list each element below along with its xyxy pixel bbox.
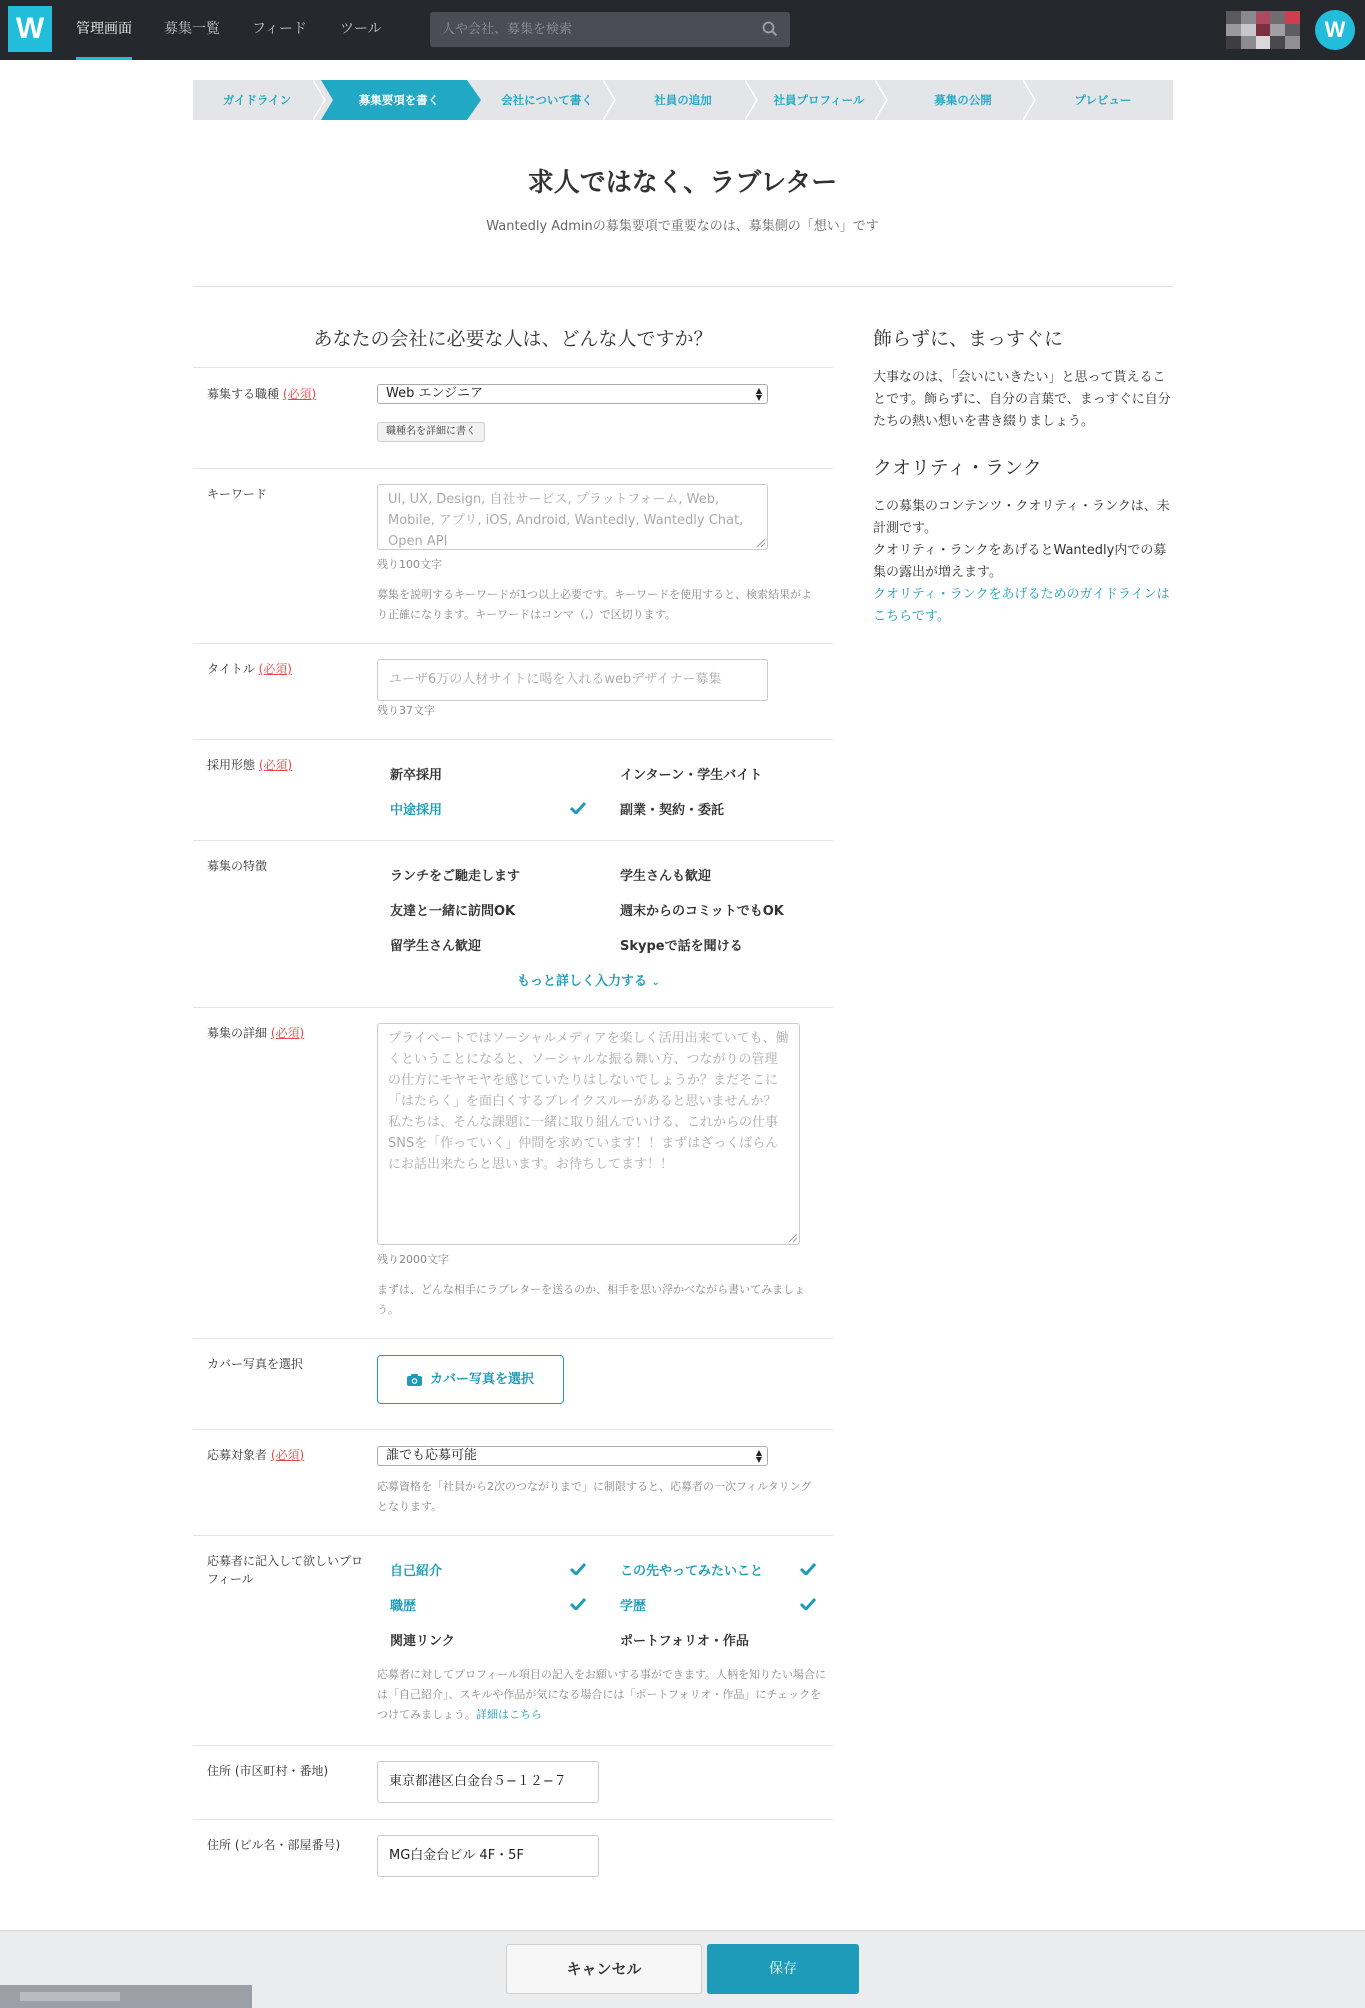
top-navbar [0,0,1365,60]
details-remaining: 残り2000文字 [377,1253,449,1266]
target-label: 応募対象者 (必須) [207,1448,305,1462]
feature-option[interactable]: 留学生さん歓迎 [390,939,482,954]
step-add-members[interactable]: 社員の追加 [654,93,712,107]
address2-input[interactable]: MG白金台ビル 4F・5F [377,1835,599,1877]
resize-handle-icon[interactable] [789,1234,797,1242]
sidebar-heading-1: 飾らずに、まっすぐに [873,328,1064,350]
address1-input[interactable]: 東京都港区白金台５−１２−７ [377,1761,599,1803]
save-button[interactable]: 保存 [707,1944,859,1994]
step-write-job[interactable]: 募集要項を書く [358,93,440,107]
check-icon [800,1563,816,1575]
chevron-down-icon: ⌄ [651,977,660,988]
feature-option[interactable]: 友達と一緒に訪問OK [390,904,516,919]
select-arrows-icon: ▲ ▼ [755,1448,762,1464]
details-hint: まずは、どんな相手にラブレターを送るのか、相手を思い浮かべながら書いてみましょう。 [377,1283,806,1316]
row-divider [193,367,833,368]
row-divider [193,643,833,644]
keywords-textarea[interactable]: UI, UX, Design, 自社サービス, プラットフォーム, Web, Mobile, アプリ, iOS, Android, Wantedly, Wantedly Chat, Open API [377,484,768,550]
step-preview[interactable]: プレビュー [1074,93,1132,107]
search-input[interactable] [430,12,750,47]
option-new-grad[interactable]: 新卒採用 [390,768,443,783]
nav-feed[interactable]: フィード [252,21,307,37]
profile-option-intro[interactable]: 自己紹介 [390,1564,443,1579]
row-divider [193,468,833,469]
profile-option-portfolio[interactable]: ポートフォリオ・作品 [620,1634,749,1649]
check-icon [570,1563,586,1575]
resize-handle-icon[interactable] [757,539,765,547]
profile-option-career[interactable]: 職歴 [390,1599,417,1614]
profile-option-links[interactable]: 関連リンク [390,1634,455,1649]
search-box [430,12,790,47]
step-company[interactable]: 会社について書く [501,93,593,107]
keywords-label: キーワード [207,487,268,501]
address2-label: 住所 (ビル名・部屋番号) [207,1838,341,1852]
row-divider [193,1007,833,1008]
employment-label: 採用形態 (必須) [207,758,293,772]
profile-hint: 応募者に対してプロフィール項目の記入をお願いする事ができます。人柄を知りたい場合には「自己紹介」、スキルや作品が気になる場合には「ポートフォリオ・作品」にチェックをつけてみましょう。詳細はこちら [377,1668,827,1721]
target-hint: 応募資格を「社員から2次のつながりまで」に制限すると、応募者の一次フィルタリングとなります。 [377,1480,812,1513]
quality-guideline-link[interactable]: クオリティ・ランクをあげるためのガイドラインはこちらです。 [873,587,1170,624]
select-arrows-icon: ▲ ▼ [755,386,762,402]
page-subtitle: Wantedly Adminの募集要項で重要なのは、募集側の「想い」です [486,219,879,234]
address1-label: 住所 (市区町村・番地) [207,1764,329,1778]
wantedly-logo[interactable]: W [8,6,52,52]
job-detail-button[interactable]: 職種名を詳細に書く [377,422,485,442]
row-divider [193,1429,833,1430]
row-divider [193,1745,833,1746]
user-avatar[interactable]: W [1315,10,1355,50]
profile-hint-link[interactable]: 詳細はこちら [476,1708,542,1721]
page-title: 求人ではなく、ラブレター [527,168,838,198]
profile-option-education[interactable]: 学歴 [620,1599,647,1614]
progress-steps [193,80,1173,120]
profile-option-future[interactable]: この先やってみたいこと [620,1564,764,1579]
check-icon [800,1598,816,1610]
search-icon[interactable] [762,21,778,37]
feature-option[interactable]: ランチをご馳走します [390,869,521,884]
sidebar-text-1: 大事なのは、「会いにいきたい」と思って貰えることです。飾らずに、自分の言葉で、まっすぐに自分たちの熱い想いを書き綴りましょう。 [873,370,1171,429]
row-divider [193,1535,833,1536]
cover-photo-button[interactable]: カバー写真を選択 [377,1355,564,1404]
status-bar [0,1985,252,2008]
status-bar-text [20,1992,120,2001]
sidebar-text-2: この募集のコンテンツ・クオリティ・ランクは、未計測です。 クオリティ・ランクをあげるとWantedly内での募集の露出が増えます。 クオリティ・ランクをあげるためのガイドラインはこちらです。 [873,499,1170,624]
keywords-remaining: 残り100文字 [377,558,442,571]
divider [193,286,1173,287]
nav-admin[interactable]: 管理画面 [76,0,132,60]
camera-icon [407,1374,422,1386]
feature-option[interactable]: Skypeで話を聞ける [620,939,743,954]
job-type-label: 募集する職種 (必須) [207,387,317,401]
row-divider [193,1338,833,1339]
option-intern[interactable]: インターン・学生バイト [620,768,763,783]
job-type-select[interactable]: Web エンジニア ▲ ▼ [377,384,768,404]
form-question: あなたの会社に必要な人は、どんな人ですか？ [313,328,713,350]
title-input[interactable]: ユーザ6万の人材サイトに喝を入れるwebデザイナー募集 [377,659,768,701]
title-label: タイトル (必須) [207,662,292,676]
option-side-job[interactable]: 副業・契約・委託 [620,803,725,818]
details-label: 募集の詳細 (必須) [207,1026,305,1040]
option-mid-career[interactable]: 中途採用 [390,803,443,818]
sidebar-heading-2: クオリティ・ランク [873,457,1042,479]
check-icon [570,1598,586,1610]
row-divider [193,1819,833,1820]
company-avatar[interactable] [1226,11,1300,49]
feature-option[interactable]: 週末からのコミットでもOK [620,904,784,919]
cover-label: カバー写真を選択 [207,1357,304,1371]
step-member-profile[interactable]: 社員プロフィール [773,93,865,107]
features-label: 募集の特徴 [207,859,268,873]
step-guideline[interactable]: ガイドライン [222,93,292,107]
keywords-hint: 募集を説明するキーワードが1つ以上必要です。キーワードを使用すると、検索結果がより正確になります。キーワードはコンマ（,）で区切ります。 [377,588,813,621]
title-remaining: 残り37文字 [377,704,435,717]
cancel-button[interactable]: キャンセル [506,1944,702,1994]
feature-option[interactable]: 学生さんも歓迎 [620,869,712,884]
nav-tools[interactable]: ツール [340,21,382,37]
nav-projects[interactable]: 募集一覧 [164,21,220,37]
more-details-link[interactable]: もっと詳しく入力する ⌄ [517,974,660,989]
details-textarea[interactable]: プライベートではソーシャルメディアを楽しく活用出来ていても、働くということになると、ソーシャルな振る舞い方、つながりの管理の仕方にモヤモヤを感じていたりはしないでしょうか？まだそこに「はたらく」を面白くするブレイクスルーがあると思いませんか？私たちは、そんな課題に一緒に取り組んでいける、これからの仕事SNSを「作っていく」仲間を求めています！！まずはざっくばらんにお話出来たらと思います。お待ちしてます！！ [377,1023,800,1245]
target-select[interactable]: 誰でも応募可能 ▲ ▼ [377,1446,768,1466]
check-icon [570,802,586,814]
row-divider [193,739,833,740]
row-divider [193,840,833,841]
profile-label: 応募者に記入して欲しいプロフィール [207,1554,364,1586]
step-publish[interactable]: 募集の公開 [934,93,992,107]
